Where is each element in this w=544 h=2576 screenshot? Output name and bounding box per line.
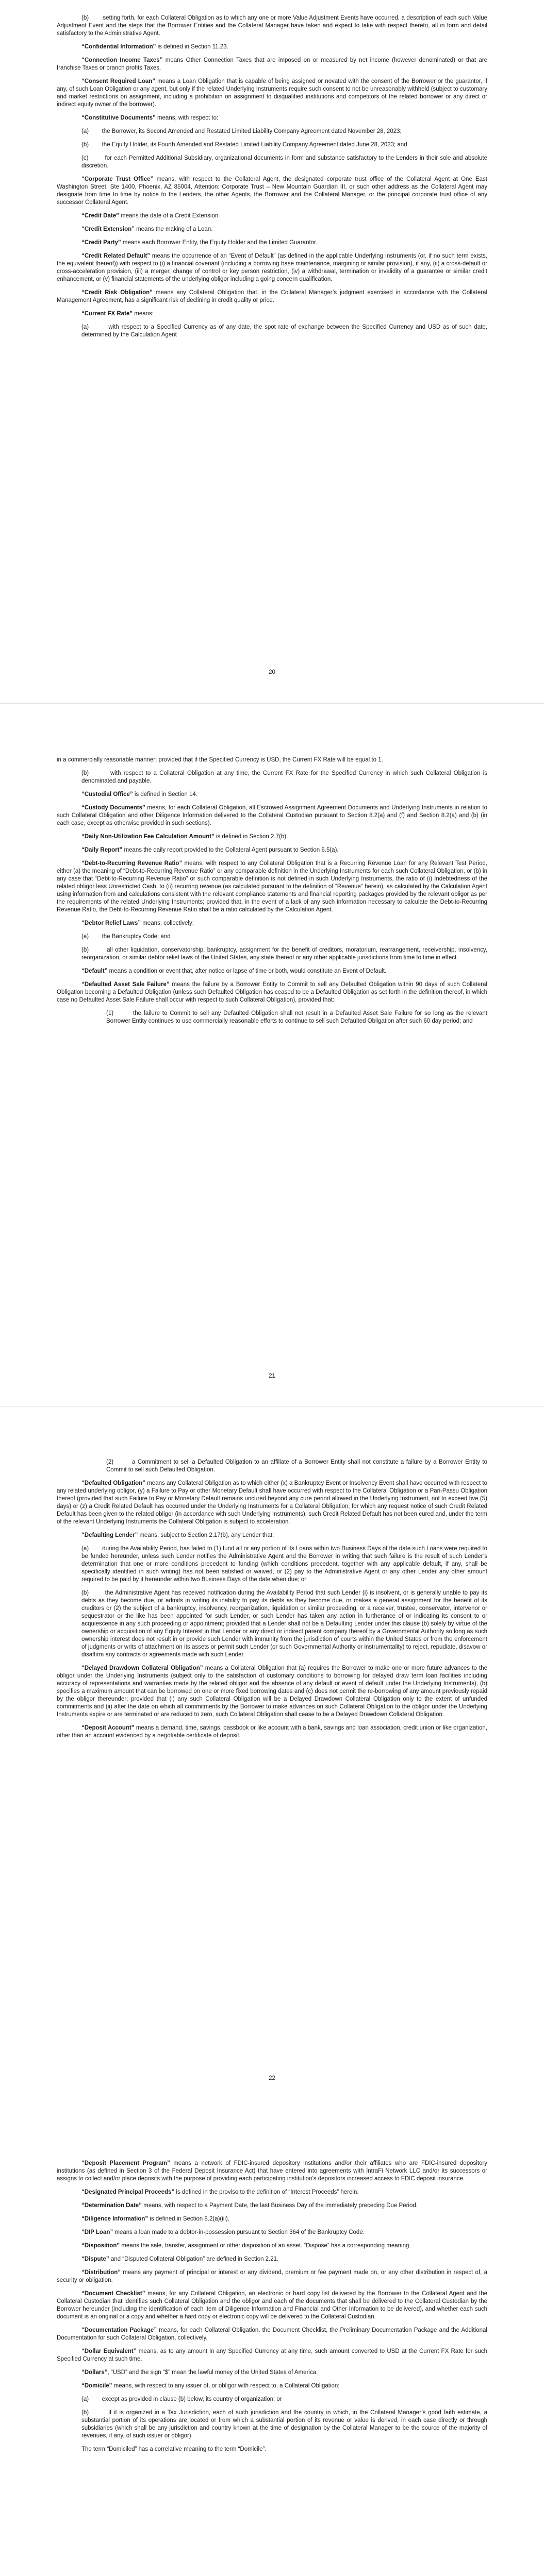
paragraph: “Deposit Placement Program” means a network of FDIC-insured depository institutions and/or their affiliates who are FDIC-insured depository institutions (as defined in Section 3 of the Federal Deposit Insurance Act) that have entered into agreements with IntraFi Network LLC and/or its successors or assigns to collect and/or place deposits with the purpose of providing each participating institution’s depositors increased access to FDIC deposit insurance. (57, 2160, 487, 2182)
paragraph: “Dollar Equivalent” means, as to any amount in any Specified Currency at any time, such amount converted to USD at the Current FX Rate for such Specified Currency at such time. (57, 2348, 487, 2362)
paragraph: “Defaulted Obligation” means any Collateral Obligation as to which either (x) a Bankruptcy Event or Insolvency Event shall have occurred with respect to any related underlying obligor, (y) a Failure to Pay or other Monetary Default shall have occurred with respect to the Collateral Obligation or a Pari-Passu Obligation thereof (provided that such Failure to Pay or Monetary Default remains uncured beyond any cure period allowed in the Underlying Instrument, not to exceed five (5) days) or (z) a Credit Related Default has occurred under the Underlying Instruments for a Collateral Obligation, for which any request notice of such Credit Related Default has been given to the related obligor (in accordance with such Underlying Instruments), such Credit Related Default has not been cured and, under the term of the relevant Underlying Instruments the Collateral Obligation is subject to acceleration. (57, 1480, 487, 1525)
paragraph: (c) for each Permitted Additional Subsidiary, organizational documents in form and substance satisfactory to the Lenders in their sole and absolute discretion. (81, 155, 487, 169)
page-21 (0, 704, 544, 1406)
paragraph: “Determination Date” means, with respect to a Payment Date, the last Business Day of the immediately preceding Due Period. (81, 2202, 418, 2209)
paragraph: “Custody Documents” means, for each Collateral Obligation, all Escrowed Assignment Agreement Documents and Underlying Instruments in relation to such Collateral Obligation and other Diligence Information delivered to the Collateral Custodian pursuant to Section 8.2(a) and (f) and Section 8.2(a) and (b) (in each case, except as otherwise provided in such sections). (57, 805, 487, 826)
paragraph: “Corporate Trust Office” means, with respect to the Collateral Agent, the designated corporate trust office of the Collateral Agent at One East Washington Street, Ste 1400, Phoenix, AZ 85004, Attention: Corporate Trust – New Mountain Guardian III, or such other address as the Collateral Agent may designate from time to time by notice to the Lenders, the other Agents, the Borrower and the Collateral Manager, or the principal corporate trust office of any successor Collateral Agent. (57, 176, 487, 206)
page-22 (0, 1407, 544, 2110)
paragraph: (2) a Commitment to sell a Defaulted Obligation to an affiliate of a Borrower Entity shall not constitute a failure by a Borrower Entity to Commit to sell such Defaulted Obligation. (106, 1459, 487, 1473)
paragraph: “Credit Date” means the date of a Credit Extension. (81, 213, 220, 219)
paragraph: (a) except as provided in clause (b) below, its country of organization; or (81, 2396, 282, 2402)
paragraph: “Disposition” means the sale, transfer, assignment or other disposition of an asset. “Dispose” has a corresponding meaning. (81, 2243, 411, 2249)
paragraph: “Credit Party” means each Borrower Entity, the Equity Holder and the Limited Guarantor. (81, 240, 318, 246)
paragraph: “Credit Risk Obligation” means any Collateral Obligation that, in the Collateral Manager’s judgment exercised in accordance with the Collateral Management Agreement, has a significant risk of declining in credit quality or price. (57, 290, 487, 303)
paragraph: “Default” means a condition or event that, after notice or lapse of time or both, would constitute an Event of Default. (81, 968, 387, 974)
page-23-body (57, 2160, 487, 2459)
paragraph: in a commercially reasonable manner; provided that if the Specified Currency is USD, the Current FX Rate will be equal to 1. (57, 757, 383, 763)
page-number: 22 (269, 2075, 275, 2081)
paragraph: The term “Domiciled” has a correlative meaning to the term “Domicile”. (81, 2446, 267, 2452)
paragraph: “Credit Extension” means the making of a Loan. (81, 226, 213, 232)
paragraph: (b) with respect to a Collateral Obligation at any time, the Current FX Rate for the Specified Currency in which such Collateral Obligation is denominated and payable. (81, 770, 487, 784)
paragraph: “Constitutive Documents” means, with respect to: (81, 115, 219, 121)
paragraph: “Distribution” means any payment of principal or interest or any dividend, premium or fee payment made on, or any other distribution in respect of, a security or obligation. (57, 2269, 487, 2283)
paragraph: “Designated Principal Proceeds” is defined in the proviso to the definition of “Interest Proceeds” herein. (81, 2189, 359, 2195)
page-22-body (57, 1459, 487, 1745)
paragraph: “DIP Loan” means a loan made to a debtor-in-possession pursuant to Section 364 of the Bankruptcy Code. (81, 2229, 365, 2235)
paragraph: (1) the failure to Commit to sell any Defaulted Obligation shall not result in a Defaulted Asset Sale Failure for so long as the relevant Borrower Entity continues to use commercially reasonable efforts to continue to sell such Defaulted Obligation after such 60 day period; and (106, 1010, 487, 1024)
paragraph: “Defaulted Asset Sale Failure” means the failure by a Borrower Entity to Commit to sell any Defaulted Obligation within 90 days of such Collateral Obligation becoming a Defaulted Obligation (unless such Defaulted Obligation has ceased to be a Defaulted Obligation as set forth in the definition thereof, in which case no Defaulted Asset Sale Failure shall occur with respect to such Collateral Obligation), provided that: (57, 981, 487, 1003)
paragraph: (a) the Bankruptcy Code; and (81, 934, 171, 940)
paragraph: (b) all other liquidation, conservatorship, bankruptcy, assignment for the benefit of creditors, moratorium, rearrangement, receivership, insolvency, reorganization, or similar debtor relief laws of the United States, any state thereof or any other applicable jurisdictions from time to time in effect. (81, 947, 487, 961)
paragraph: “Custodial Office” is defined in Section 14. (81, 791, 197, 798)
paragraph: “Dollars”, “USD” and the sign “$” mean the lawful money of the United States of America. (81, 2369, 318, 2376)
paragraph: (b) the Equity Holder, its Fourth Amended and Restated Limited Liability Company Agreement dated June 28, 2023; and (81, 142, 407, 148)
page-21-body (57, 756, 487, 1031)
page-number: 21 (269, 1373, 275, 1379)
paragraph: (b) if it is organized in a Tax Jurisdiction, each of such jurisdiction and the country in which, in the Collateral Manager’s good faith estimate, a substantial portion of its operations are located or from which a substantial portion of its revenue or value is derived, in each case directly or through subsidiaries (which shall be any jurisdiction and country known at the time of designation by the Collateral Manager to be the source of the majority of revenues, if any, of such issuer or obligor). (81, 2410, 487, 2439)
paragraph: (a) during the Availability Period, has failed to (1) fund all or any portion of its Loans within two Business Days of the date such Loans were required to be funded hereunder, unless such Lender notifies the Administrative Agent and the Borrower in writing that such failure is the result of such Lender’s determination that one or more conditions precedent to funding (which conditions precedent, together with any applicable default, if any, shall be specifically identified in such writing) has not been satisfied or waived, or (2) pay to the Administrative Agent or any other Lender any other amount required to be paid by it hereunder within two Business Days of the date when due; or (81, 1546, 487, 1583)
paragraph: “Confidential Information” is defined in Section 11.23. (81, 44, 228, 50)
page-number: 20 (269, 669, 275, 675)
paragraph: “Domicile” means, with respect to any issuer of, or obligor with respect to, a Collateral Obligation: (81, 2383, 340, 2389)
paragraph: “Connection Income Taxes” means Other Connection Taxes that are imposed on or measured by net income (however denominated) or that are franchise Taxes or branch profits Taxes. (57, 57, 487, 71)
page-23 (0, 2110, 544, 2576)
page-20 (0, 0, 544, 703)
paragraph: “Defaulting Lender” means, subject to Section 2.17(b), any Lender that: (81, 1532, 274, 1538)
paragraph: “Credit Related Default” means the occurrence of an “Event of Default” (as defined in the applicable Underlying Instruments (or, if no such term exists, the equivalent thereof)) with respect to (i) a financial covenant (including a borrowing base maintenance, margining or similar provision), if any, (ii) a cross-default or cross-acceleration provision, (iii) a merger, change of control or key person restriction, (iv) a withdrawal, termination or invalidity of a guarantee or similar credit enhancement, or (v) financial statements of the underlying obligor including a going concern qualification. (57, 253, 487, 282)
paragraph: “Document Checklist” means, for any Collateral Obligation, an electronic or hard copy list delivered by the Borrower to the Collateral Agent and the Collateral Custodian that identifies such Collateral Obligation and the obligor and each of the documents that shall be delivered to the Collateral Custodian by the Borrower hereunder (including the identification of each item of Diligence Information and Financial and Other Information to be delivered), and whether each such document is an original or a copy and whether a hard copy or electronic copy will be delivered to the Collateral Custodian. (57, 2291, 488, 2320)
paragraph: “Consent Required Loan” means a Loan Obligation that is capable of being assigned or novated with the consent of the Borrower or the guarantor, if any, of such Loan Obligation or any agent, but only if the related Underlying Instruments require such consent to not be unreasonably withheld (subject to customary and market restrictions on assignment, including a prohibition on assignment to disqualified institutions and competitors of the related borrower or any direct or indirect equity owner of the borrower). (57, 78, 488, 108)
paragraph: (b) the Administrative Agent has received notification during the Availability Period that such Lender (i) is insolvent, or is generally unable to pay its debts as they become due, or admits in writing its inability to pay its debts as they become due, or makes a general assignment for the benefit of its creditors or (2) the subject of a bankruptcy, insolvency, reorganization, liquidation or similar proceeding, or a receiver, trustee, conservator, intervenor or sequestrator or the like has been appointed for such Lender, or such Lender has taken any action in furtherance of or indicating its consent to or acquiescence in any such proceeding or appointment; provided that a Lender shall not be a Defaulting Lender under this clause (b) solely by virtue of the ownership or acquisition of any Equity Interest in that Lender or any direct or indirect parent company thereof by a Governmental Authority so long as such ownership interest does not result in or provide such Lender with immunity from the jurisdiction of courts within the United States or from the enforcement of judgments or writs of attachment on its assets or permit such Lender (or such Governmental Authority or instrumentality) to reject, repudiate, disavow or disaffirm any contracts or agreements made with such Lender. (81, 1590, 487, 1658)
paragraph: “Dispute” and “Disputed Collateral Obligation” are defined in Section 2.21. (81, 2256, 279, 2262)
page-20-body (57, 14, 487, 345)
paragraph: “Diligence Information” is defined in Section 8.2(a)(iii). (81, 2216, 229, 2222)
paragraph: “Daily Non-Utilization Fee Calculation Amount” is defined in Section 2.7(b). (81, 834, 288, 840)
paragraph: “Documentation Package” means, for each Collateral Obligation, the Document Checklist, the Preliminary Documentation Package and the Additional Documentation for such Collateral Obligation, collectively. (57, 2327, 487, 2341)
paragraph: “Deposit Account” means a demand, time, savings, passbook or like account with a bank, savings and loan association, credit union or like organization, other than an account evidenced by a negotiable certificate of deposit. (57, 1725, 487, 1739)
paragraph: “Debt-to-Recurring Revenue Ratio” means, with respect to any Collateral Obligation that is a Recurring Revenue Loan for any Relevant Test Period, either (a) the meaning of “Debt-to-Recurring Revenue Ratio” or any comparable definition in the Underlying Instruments for each such Collateral Obligation, or (b) in any case that “Debt-to-Recurring Revenue Ratio” or such comparable definition is not defined in such Underlying Instruments, the ratio of (i) Indebtedness of the related obligor less Unrestricted Cash, to (ii) recurring revenue (as calculated pursuant to the definition of “Revenue” herein), as calculated by the Calculation Agent using information from and calculations consistent with the relevant compliance statements and financial reporting packages provided by the relevant obligor as per the requirements of the related Underlying Instruments; provided that, in the event of a lack of any such information necessary to calculate the Debt-to-Recurring Revenue Ratio, the Debt-to-Recurring Revenue Ratio shall be a ratio calculated by the Calculation Agent. (57, 860, 488, 913)
paragraph: (b) setting forth, for each Collateral Obligation as to which any one or more Value Adjustment Events have occurred, a description of each such Value Adjustment Event and the steps that the Borrower Entities and the Collateral Manager have taken and expect to take with respect thereto, all in form and detail satisfactory to the Administrative Agent. (57, 15, 487, 37)
paragraph: “Current FX Rate” means: (81, 311, 154, 317)
paragraph: (a) the Borrower, its Second Amended and Restated Limited Liability Company Agreement dated November 28, 2023; (81, 128, 402, 134)
paragraph: “Delayed Drawdown Collateral Obligation” means a Collateral Obligation that (a) requires the Borrower to make one or more future advances to the obligor under the Underlying Instruments (subject only to the satisfaction of customary conditions to borrowing for delayed draw term loan facilities including accuracy of representations and warranties made by the related obligor and the absence of any default or event of default under the Underlying Instruments), (b) specifies a maximum amount that can be borrowed on one or more fixed borrowing dates and (c) does not permit the re-borrowing of any amount previously repaid by the obligor thereunder; provided that (i) any such Collateral Obligation will be a Delayed Drawdown Collateral Obligation only to the extent of unfunded commitments and (ii) after the date on which all commitments by the Borrower to make advances on such Collateral Obligation to the obligor under the Underlying Instruments expire or are terminated or are reduced to zero, such Collateral Obligation shall cease to be a Delayed Drawdown Collateral Obligation. (57, 1665, 487, 1718)
paragraph: “Daily Report” means the daily report provided to the Collateral Agent pursuant to Section 6.5(a). (81, 847, 339, 853)
paragraph: (a) with respect to a Specified Currency as of any date, the spot rate of exchange between the Specified Currency and USD as of such date, determined by the Calculation Agent (81, 324, 487, 338)
paragraph: “Debtor Relief Laws” means, collectively: (81, 920, 194, 926)
